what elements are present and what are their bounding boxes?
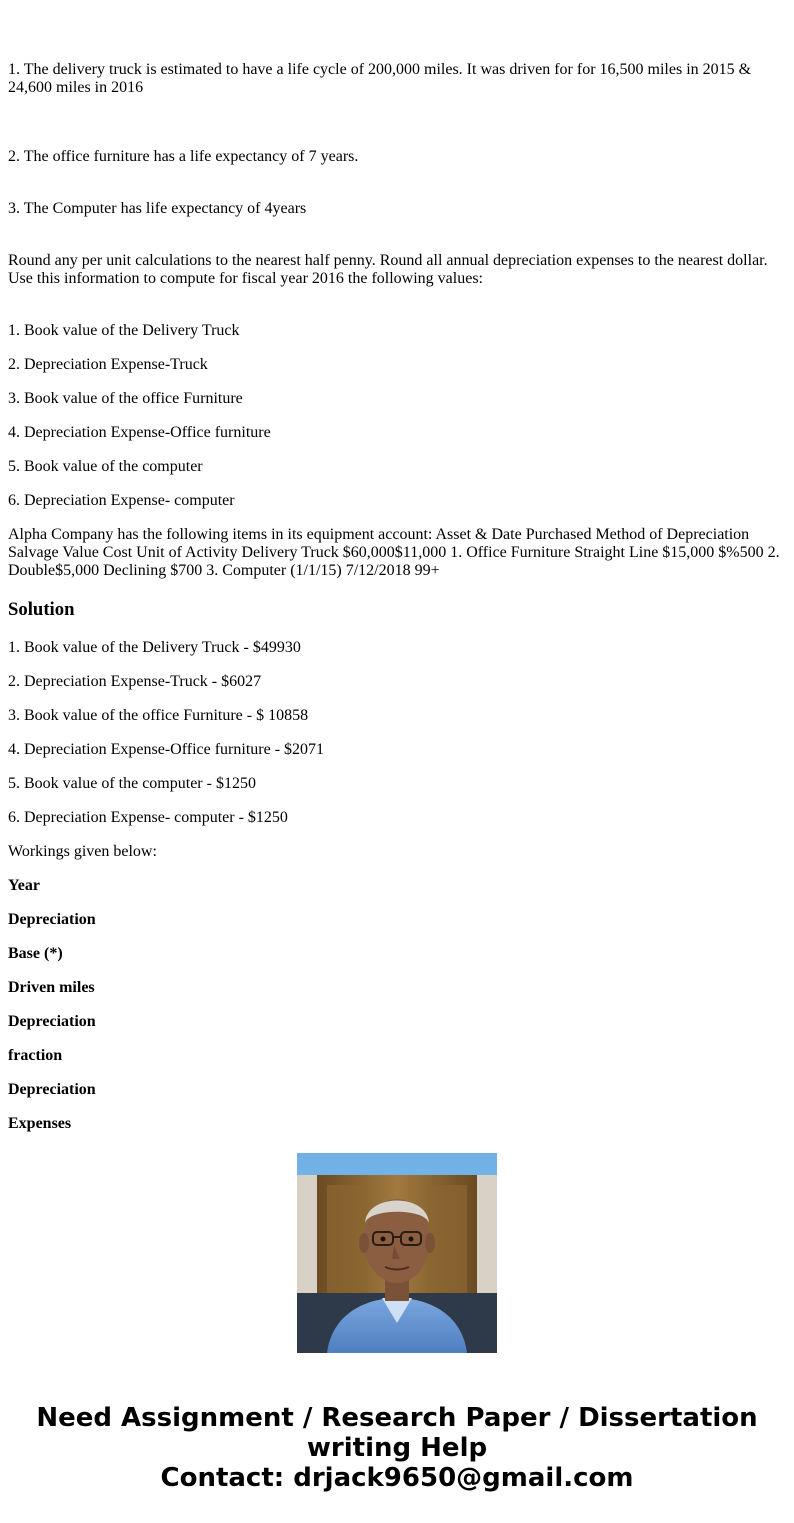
table-header-cell: Depreciation	[8, 1013, 96, 1030]
answer-item: 4. Depreciation Expense-Office furniture - $2071	[8, 741, 325, 758]
question-item: 4. Depreciation Expense-Office furniture	[8, 424, 271, 441]
document-content	[8, 0, 786, 1132]
table-header-cell: Expenses	[8, 1115, 72, 1132]
intro-computer-paragraph: 3. The Computer has life expectancy of 4years	[8, 200, 307, 217]
workings-label: Workings given below:	[8, 843, 157, 860]
solution-heading: Solution	[8, 599, 75, 620]
answer-item: 6. Depreciation Expense- computer - $1250	[8, 809, 288, 826]
avatar-portrait-image	[297, 1153, 497, 1353]
table-header-cell: Base (*)	[8, 945, 63, 962]
question-item: 3. Book value of the office Furniture	[8, 390, 243, 407]
question-item: 5. Book value of the computer	[8, 458, 203, 475]
table-header-cell: fraction	[8, 1047, 63, 1064]
question-item: 2. Depreciation Expense-Truck	[8, 356, 208, 373]
asset-details-paragraph: Alpha Company has the following items in its equipment account: Asset & Date Purchased Method of Depreciation Salvage Value Cost Unit of Activity Delivery Truck $60,000$11,000 1. Office Furniture Straight Line $15,000 $%500 2. Double$5,000 Declining $700 3. Computer (1/1/15) 7/12/2018 99+	[8, 526, 780, 579]
table-header-cell: Driven miles	[8, 979, 95, 996]
table-header-cell: Year	[8, 877, 40, 894]
promo-line-2: writing Help	[306, 1433, 488, 1463]
instructions-paragraph: Round any per unit calculations to the nearest half penny. Round all annual depreciation expenses to the nearest dollar. Use this information to compute for fiscal year 2016 the following values:	[8, 252, 768, 287]
table-header-cell: Depreciation	[8, 1081, 96, 1098]
question-item: 1. Book value of the Delivery Truck	[8, 322, 240, 339]
answer-item: 5. Book value of the computer - $1250	[8, 775, 256, 792]
answer-item: 1. Book value of the Delivery Truck - $49930	[8, 639, 301, 656]
promo-banner	[0, 1403, 794, 1493]
intro-truck-paragraph: 1. The delivery truck is estimated to have a life cycle of 200,000 miles. It was driven for for 16,500 miles in 2015 & 24,600 miles in 2016	[8, 61, 752, 96]
table-header-cell: Depreciation	[8, 911, 96, 928]
avatar	[297, 1153, 497, 1353]
answer-item: 3. Book value of the office Furniture - $ 10858	[8, 707, 309, 724]
promo-contact-line: Contact: drjack9650@gmail.com	[160, 1463, 634, 1493]
intro-furniture-paragraph: 2. The office furniture has a life expectancy of 7 years.	[8, 148, 359, 165]
promo-line-1: Need Assignment / Research Paper / Dissertation	[36, 1403, 758, 1433]
question-item: 6. Depreciation Expense- computer	[8, 492, 235, 509]
answer-item: 2. Depreciation Expense-Truck - $6027	[8, 673, 262, 690]
